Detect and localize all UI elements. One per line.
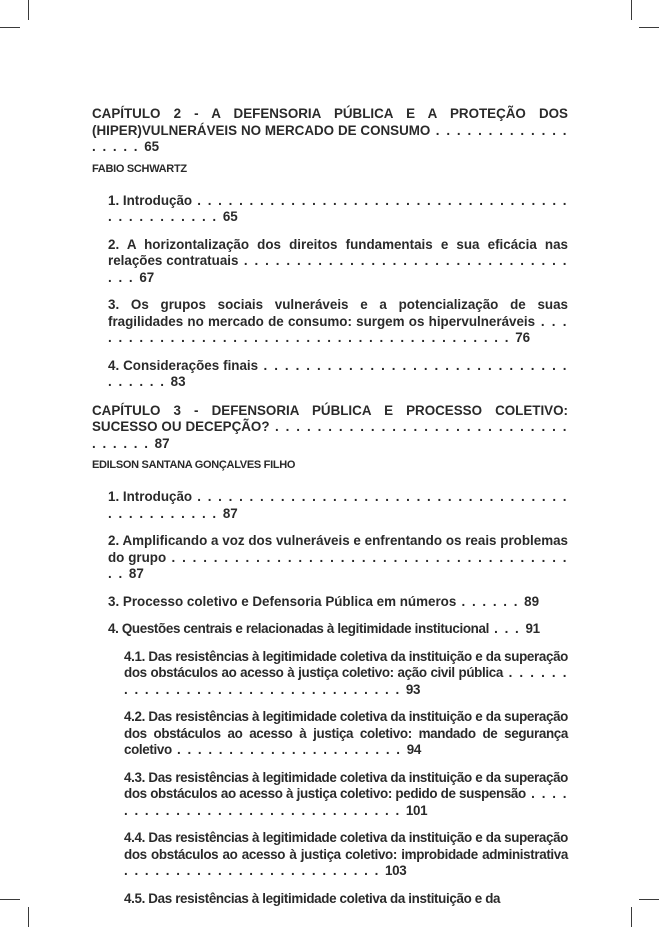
crop-mark-top-right-h (639, 27, 659, 28)
entry-title: 3. Processo coletivo e Defensoria Pública em números (108, 593, 457, 609)
toc-entry (108, 358, 568, 391)
chapter-heading (92, 106, 568, 156)
table-of-contents (92, 106, 568, 918)
dot-leader: . . . . . . . . . . . . . . . . . . . . . . . . . . . . . . . . . . (108, 253, 568, 285)
entry-title: 4.4. Das resistências à legitimidade coletiva da instituição e da superação dos obstáculos ao acesso à justiça coletivo: improbidade administrativa (124, 830, 568, 862)
dot-leader: . . . . . . . . . . . . . . . . . . . . . . . . . (124, 863, 386, 878)
toc-entry (108, 193, 568, 226)
crop-mark-top-left (28, 0, 29, 20)
page-number: 76 (515, 330, 531, 345)
entry-title: 1. Introdução (108, 489, 193, 504)
page-number: 94 (406, 742, 421, 757)
toc-subentry (124, 891, 568, 908)
chapter-author: EDILSON SANTANA GONÇALVES FILHO (92, 459, 296, 471)
toc-subentry (124, 649, 568, 699)
toc-entry (108, 594, 568, 611)
page-number: 91 (525, 621, 540, 636)
crop-mark-bottom-left-h (0, 899, 20, 900)
entry-title: 4. Questões centrais e relacionadas à legitimidade institucional (108, 621, 489, 636)
entry-title: 2. Amplificando a voz dos vulneráveis e enfrentando os reais problemas do grupo (108, 533, 568, 565)
page-number: 93 (405, 681, 421, 697)
dot-leader: . . . . . . . . . . . . . . . . . . . . . . . . . . . . . . . (124, 786, 568, 818)
entry-title: 4.2. Das resistências à legitimidade coletiva da instituição e da superação dos obstáculos ao acesso à justiça coletivo: mandado de segurança coletivo (124, 709, 568, 757)
chapter-author: FABIO SCHWARTZ (92, 162, 187, 175)
toc-subentry (124, 770, 568, 820)
dot-leader: . . . . . . . . . . . . . . . . . . . . . . . . . . . . . . . . . . . . . . . . (108, 549, 569, 581)
toc-entry (108, 533, 568, 583)
page-number: 83 (170, 374, 186, 389)
page-number: 67 (139, 269, 155, 285)
crop-mark-bottom-right-h (639, 899, 659, 900)
toc-entry (108, 237, 568, 287)
dot-leader: . . . . . . . . . . . . . . . . . . . . . . . . . . . . . . . . . . . . . . . . . . (108, 313, 568, 345)
entry-title: 4.3. Das resistências à legitimidade coletiva da instituição e da superação dos obstáculos ao acesso à justiça coletivo: pedido de suspensão (124, 769, 568, 801)
page-number: 87 (128, 566, 144, 581)
page-number: 103 (385, 863, 407, 878)
entry-title: 3. Os grupos sociais vulneráveis e a potencialização de suas fragilidades no mercado de consumo: surgem os hipervulneráveis (108, 297, 568, 329)
dot-leader: . . . . . . . . . . . . . . . . . . . . . . . . . . . . . . . . . . . (108, 357, 568, 389)
dot-leader: . . . . . . . . . . . . . . . . . . . . . . . . . . . . . . . . . . . . . . . . . . . . . . . (108, 489, 568, 521)
dot-leader: . . . . . . . . . . . . . . . . . . . . . . . . . . . . . . . . . (124, 665, 568, 697)
entry-title: 2. A horizontalização dos direitos fundamentais e sua eficácia nas relações contratuais (108, 236, 568, 268)
page-number: 89 (524, 593, 540, 609)
page-number: 87 (222, 505, 238, 521)
crop-mark-bottom-right (631, 907, 632, 927)
page-number: 87 (154, 435, 170, 451)
toc-subentry (124, 709, 568, 759)
toc-entry (108, 621, 568, 638)
chapter-title: CAPÍTULO 2 - A DEFENSORIA PÚBLICA E A PROTEÇÃO DOS (HIPER)VULNERÁVEIS NO MERCADO DE CONSUMO (92, 106, 568, 138)
crop-mark-top-right (631, 0, 632, 20)
crop-mark-top-left-h (0, 27, 20, 28)
chapter-title: CAPÍTULO 3 - DEFENSORIA PÚBLICA E PROCESSO COLETIVO: SUCESSO OU DECEPÇÃO? (92, 402, 568, 434)
dot-leader: . . . . . . (456, 593, 525, 609)
dot-leader: . . . . . . . . . . . . . . . . . . (92, 122, 569, 154)
entry-title: 4. Considerações finais (108, 357, 259, 373)
dot-leader: . . . . . . . . . . . . . . . . . . . . . . . . . . . . . . . . . . . . . . . . . . . . . . . (108, 192, 568, 224)
dot-leader: . . . . . . . . . . . . . . . . . . . . . . (171, 742, 407, 757)
entry-title: 1. Introdução (108, 192, 193, 208)
page-number: 65 (144, 139, 160, 154)
dot-leader: . . . . . . . . . . . . . . . . . . . . . . . . . . . . . . . . . . (92, 419, 568, 451)
entry-title: 4.1. Das resistências à legitimidade coletiva da instituição e da superação dos obstáculos ao acesso à justiça coletivo: ação civil pública (124, 648, 568, 680)
page-number: 65 (222, 209, 238, 224)
crop-mark-bottom-left (28, 907, 29, 927)
dot-leader: . . . (488, 621, 526, 636)
toc-entry (108, 489, 568, 522)
toc-entry (108, 297, 568, 347)
chapter-heading (92, 403, 568, 453)
entry-title: 4.5. Das resistências à legitimidade coletiva da instituição e da (124, 890, 501, 906)
page-number: 101 (405, 802, 428, 818)
toc-subentry (124, 830, 568, 880)
